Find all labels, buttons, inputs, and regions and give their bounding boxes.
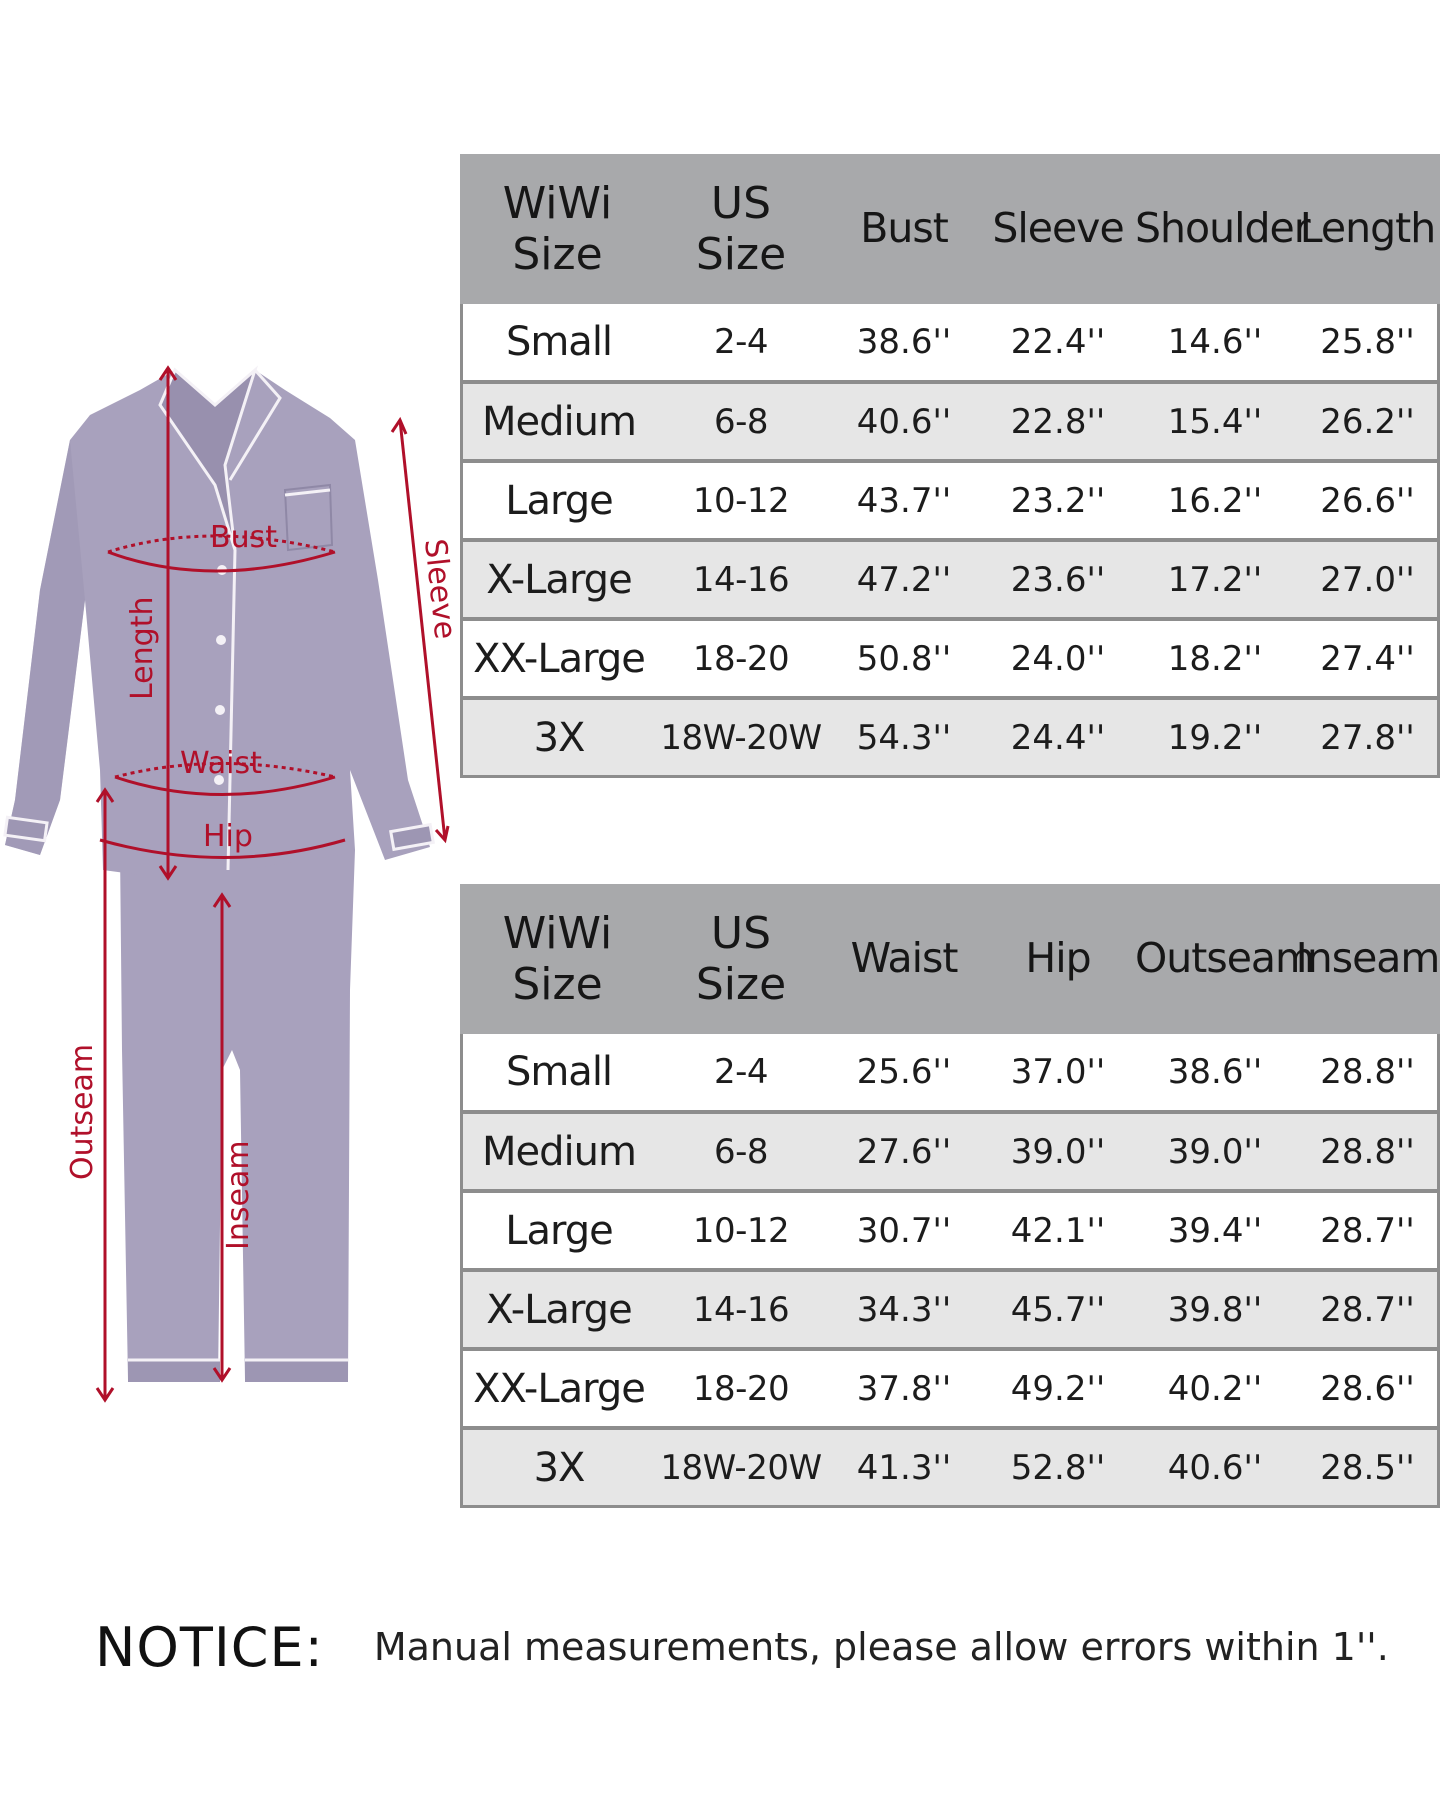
notice-text: Manual measurements, please allow errors within 1''. (373, 1625, 1389, 1669)
cell-us-size: 6-8 (713, 401, 769, 442)
cell-waist: 34.3'' (856, 1289, 952, 1330)
cell-sleeve: 23.2'' (1010, 480, 1106, 521)
cell-size: Medium (482, 398, 636, 445)
table-row (463, 1110, 1437, 1189)
header-length: Length (1299, 204, 1436, 253)
cell-size: X-Large (486, 556, 632, 603)
cell-sleeve: 23.6'' (1010, 559, 1106, 600)
cell-inseam: 28.7'' (1320, 1210, 1415, 1251)
cell-waist: 27.6'' (856, 1131, 952, 1172)
header-sleeve: Sleeve (992, 204, 1124, 253)
cell-bust: 50.8'' (856, 638, 952, 679)
label-waist: Waist (180, 746, 262, 781)
cell-inseam: 28.5'' (1320, 1447, 1415, 1488)
cell-waist: 41.3'' (856, 1447, 952, 1488)
label-bust: Bust (210, 520, 277, 555)
header-wiwi-size: WiWi Size (502, 907, 613, 1010)
cell-hip: 37.0'' (1010, 1052, 1106, 1092)
cell-sleeve: 24.4'' (1010, 717, 1106, 758)
cell-hip: 42.1'' (1010, 1210, 1106, 1251)
label-length: Length (125, 596, 160, 700)
cell-us-size: 14-16 (692, 559, 790, 600)
cell-size: XX-Large (473, 1365, 645, 1412)
table-row (463, 696, 1437, 775)
cell-bust: 43.7'' (856, 480, 952, 521)
cell-outseam: 39.8'' (1167, 1289, 1263, 1330)
cell-size: 3X (533, 714, 585, 761)
cell-us-size: 6-8 (713, 1131, 769, 1172)
cell-sleeve: 22.4'' (1010, 322, 1106, 362)
header-inseam: Inseam (1295, 934, 1440, 983)
cell-length: 27.0'' (1320, 559, 1415, 600)
cell-length: 25.8'' (1320, 322, 1415, 362)
label-outseam: Outseam (65, 1043, 100, 1180)
cell-inseam: 28.6'' (1320, 1368, 1415, 1409)
pajama-measurement-figure (0, 350, 470, 1430)
header-waist: Waist (850, 934, 958, 983)
cell-hip: 39.0'' (1010, 1131, 1106, 1172)
cell-outseam: 39.0'' (1167, 1131, 1263, 1172)
cell-inseam: 28.8'' (1320, 1052, 1415, 1092)
cell-length: 27.8'' (1320, 717, 1415, 758)
header-shoulder: Shoulder (1135, 204, 1310, 253)
label-sleeve: Sleeve (417, 537, 463, 641)
cell-sleeve: 22.8'' (1010, 401, 1106, 442)
cell-us-size: 18W-20W (660, 717, 822, 758)
cell-outseam: 40.6'' (1167, 1447, 1263, 1488)
cell-size: Large (505, 477, 613, 524)
cell-shoulder: 14.6'' (1167, 322, 1263, 362)
table-row (463, 1034, 1437, 1110)
top-table-header (460, 154, 1440, 304)
header-wiwi-size: WiWi Size (502, 177, 613, 280)
pants (120, 850, 355, 1380)
cell-shoulder: 16.2'' (1167, 480, 1263, 521)
bottom-table-body (460, 1034, 1440, 1508)
cell-outseam: 39.4'' (1167, 1210, 1263, 1251)
label-inseam: Inseam (221, 1140, 256, 1250)
top-table-body (460, 304, 1440, 778)
cell-length: 26.2'' (1320, 401, 1415, 442)
cell-length: 26.6'' (1320, 480, 1415, 521)
table-row (463, 1426, 1437, 1505)
table-row (463, 459, 1437, 538)
cell-size: X-Large (486, 1286, 632, 1333)
cell-inseam: 28.8'' (1320, 1131, 1415, 1172)
cell-bust: 38.6'' (856, 322, 952, 362)
cell-us-size: 10-12 (692, 1210, 790, 1251)
cell-waist: 25.6'' (856, 1052, 952, 1092)
cell-hip: 49.2'' (1010, 1368, 1106, 1409)
cell-size: Medium (482, 1128, 636, 1175)
notice (95, 1612, 1389, 1682)
table-row (463, 1268, 1437, 1347)
cell-us-size: 18-20 (692, 1368, 790, 1409)
table-row (463, 1189, 1437, 1268)
bottom-size-table (460, 884, 1440, 1508)
table-row (463, 1347, 1437, 1426)
table-row (463, 538, 1437, 617)
header-bust: Bust (860, 204, 948, 253)
cell-outseam: 38.6'' (1167, 1052, 1263, 1092)
cell-us-size: 2-4 (713, 1052, 769, 1092)
cell-size: Small (505, 1049, 613, 1095)
notice-label: NOTICE: (95, 1615, 324, 1679)
cell-size: XX-Large (473, 635, 645, 682)
cell-size: 3X (533, 1444, 585, 1491)
header-outseam: Outseam (1135, 934, 1314, 983)
cell-shoulder: 19.2'' (1167, 717, 1263, 758)
table-row (463, 617, 1437, 696)
header-us-size: US Size (695, 907, 787, 1010)
table-row (463, 380, 1437, 459)
cell-bust: 47.2'' (856, 559, 952, 600)
table-row (463, 304, 1437, 380)
cell-size: Small (505, 319, 613, 365)
cell-size: Large (505, 1207, 613, 1254)
cell-us-size: 18W-20W (660, 1447, 822, 1488)
cell-shoulder: 15.4'' (1167, 401, 1263, 442)
cell-inseam: 28.7'' (1320, 1289, 1415, 1330)
cell-hip: 45.7'' (1010, 1289, 1106, 1330)
cell-us-size: 18-20 (692, 638, 790, 679)
cell-shoulder: 17.2'' (1167, 559, 1263, 600)
header-hip: Hip (1025, 934, 1091, 983)
top-size-table (460, 154, 1440, 778)
cell-waist: 30.7'' (856, 1210, 952, 1251)
cell-us-size: 14-16 (692, 1289, 790, 1330)
cell-shoulder: 18.2'' (1167, 638, 1263, 679)
cell-outseam: 40.2'' (1167, 1368, 1263, 1409)
cell-waist: 37.8'' (856, 1368, 952, 1409)
cell-bust: 54.3'' (856, 717, 952, 758)
bottom-table-header (460, 884, 1440, 1034)
header-us-size: US Size (695, 177, 787, 280)
cell-bust: 40.6'' (856, 401, 952, 442)
cell-sleeve: 24.0'' (1010, 638, 1106, 679)
cell-us-size: 2-4 (713, 322, 769, 362)
cell-length: 27.4'' (1320, 638, 1415, 679)
pajama-illustration (0, 350, 470, 1430)
cell-us-size: 10-12 (692, 480, 790, 521)
cell-hip: 52.8'' (1010, 1447, 1106, 1488)
label-hip: Hip (203, 819, 253, 854)
